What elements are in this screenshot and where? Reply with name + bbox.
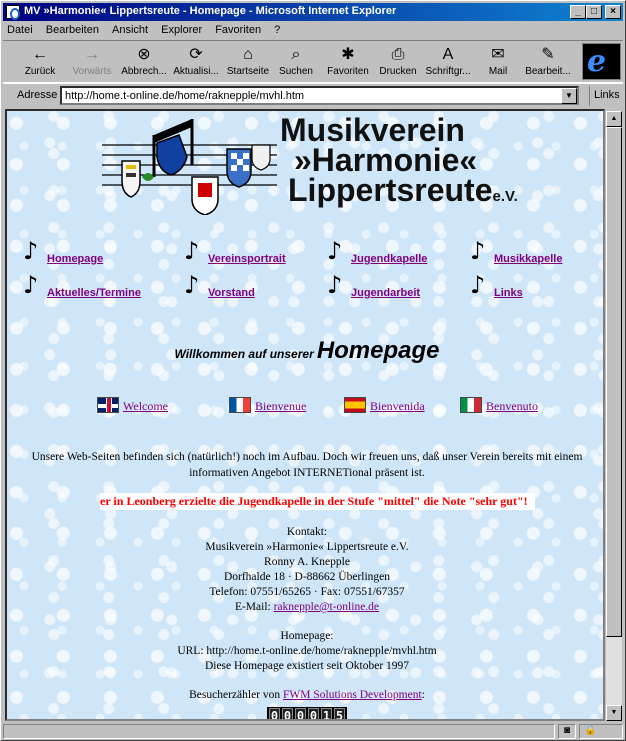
address-bar	[3, 83, 623, 107]
music-note-icon: ♪	[327, 237, 343, 265]
search-icon: ⌕	[291, 46, 301, 63]
menu-ansicht[interactable]: Ansicht	[112, 24, 149, 36]
forward-button[interactable]: → Vorwärts	[65, 42, 119, 82]
home-icon: ⌂	[243, 46, 253, 63]
nav-vereinsportrait[interactable]: ♪ Vereinsportrait	[184, 237, 286, 265]
links-button[interactable]: Links	[589, 86, 624, 106]
favorites-icon: ✱	[341, 46, 355, 63]
status-text	[3, 724, 555, 739]
club-name-logo: Musikverein »Harmonie« Lippertsreutee.V.	[280, 112, 518, 208]
title-bar	[3, 3, 623, 21]
contact-block: Kontakt: Musikverein »Harmonie« Lippertsreute e.V. Ronny A. Knepple Dorfhalde 18 · D-88662 Überlingen Telefon: 07551/65265 · Fax: 07551/67357 E-Mail: raknepple@t-online.de Homepage: URL: http://home.t-online.de/home/raknepple/mvhl.htm Diese Homepage existiert seit Oktober 1997 Besucherzähler von FWM Solutions Development: 0 0 0 0 1 5	[7, 525, 605, 721]
intro-text: Unsere Web-Seiten befinden sich (natürlich!) noch im Aufbau. Doch wir freuen uns, daß unser Verein bereits mit einem informativen Angebot INTERNETional präsent ist.	[31, 451, 583, 479]
nav-homepage[interactable]: ♪ Homepage	[23, 237, 104, 265]
page-icon: ◙	[558, 724, 576, 739]
nav-vorstand[interactable]: ♪ Vorstand	[184, 271, 255, 299]
vertical-scrollbar[interactable]	[606, 111, 622, 721]
music-note-icon: ♪	[184, 271, 200, 299]
search-button[interactable]: ⌕ Suchen	[269, 42, 323, 82]
counter-digit: 5	[335, 709, 344, 721]
home-button[interactable]: ⌂ Startseite	[221, 42, 275, 82]
print-button[interactable]: ⎙ Drucken	[371, 42, 425, 82]
nav-musikkapelle[interactable]: ♪ Musikkapelle	[470, 237, 563, 265]
scroll-down-button[interactable]: ▼	[606, 705, 622, 721]
visitor-counter	[267, 707, 347, 721]
printer-icon: ⎙	[391, 46, 405, 63]
back-button[interactable]: ← Zurück	[13, 42, 67, 82]
address-label: Adresse	[17, 89, 58, 101]
news-ticker: er in Leonberg erzielte die Jugendkapelle in der Stufe "mittel" die Note "sehr gut"!	[100, 493, 535, 510]
lang-french[interactable]: Bienvenue	[229, 397, 306, 414]
mail-button[interactable]: ✉ Mail	[471, 42, 525, 82]
address-input[interactable]: http://home.t-online.de/home/raknepple/mvhl.htm	[60, 86, 579, 105]
font-size-icon: A	[442, 46, 454, 63]
lang-spanish[interactable]: Bienvenida	[344, 397, 425, 414]
nav-links[interactable]: ♪ Links	[470, 271, 523, 299]
uk-flag-icon	[97, 397, 119, 413]
counter-digit: 0	[296, 709, 305, 721]
close-button[interactable]: ×	[605, 5, 621, 19]
menu-bar	[3, 22, 623, 39]
window-title: MV »Harmonie« Lippertsreute - Homepage - Microsoft Internet Explorer	[24, 5, 397, 17]
menu-favoriten[interactable]: Favoriten	[215, 24, 262, 36]
counter-digit: 0	[309, 709, 318, 721]
lang-english[interactable]: Welcome	[97, 397, 168, 414]
page-content	[5, 109, 605, 721]
forward-arrow-icon: →	[84, 46, 100, 63]
menu-help[interactable]: ?	[274, 24, 281, 36]
refresh-icon: ⟳	[189, 46, 203, 63]
music-note-icon: ♪	[470, 271, 486, 299]
club-logo	[102, 112, 542, 215]
font-size-button[interactable]: A Schriftgr...	[421, 42, 475, 82]
favorites-button[interactable]: ✱ Favoriten	[321, 42, 375, 82]
nav-jugendarbeit[interactable]: ♪ Jugendarbeit	[327, 271, 421, 299]
stop-icon: ⊗	[137, 46, 151, 63]
ie-app-icon[interactable]	[6, 5, 20, 19]
scroll-up-button[interactable]: ▲	[606, 111, 622, 127]
music-note-icon: ♪	[327, 271, 343, 299]
music-note-icon: ♪	[23, 237, 39, 265]
music-note-icon: ♪	[470, 237, 486, 265]
back-arrow-icon: ←	[32, 46, 48, 63]
ie-throbber-logo: e	[582, 43, 621, 80]
music-note-icon: ♪	[23, 271, 39, 299]
security-zone: 🔒	[579, 724, 623, 739]
italy-flag-icon	[460, 397, 482, 413]
lang-italian[interactable]: Benvenuto	[460, 397, 538, 414]
refresh-button[interactable]: ⟳ Aktualisi...	[169, 42, 223, 82]
stop-button[interactable]: ⊗ Abbrech...	[117, 42, 171, 82]
edit-button[interactable]: ✎ Bearbeit...	[521, 42, 575, 82]
email-link[interactable]: raknepple@t-online.de	[273, 601, 380, 613]
status-bar	[3, 723, 623, 740]
counter-provider-link[interactable]: FWM Solutions Development	[283, 689, 422, 701]
music-staff-emblem	[102, 115, 282, 215]
menu-datei[interactable]: Datei	[7, 24, 33, 36]
music-note-icon: ♪	[184, 237, 200, 265]
minimize-button[interactable]: _	[570, 5, 586, 19]
welcome-heading: Willkommen auf unserer Homepage	[174, 337, 440, 364]
counter-digit: 0	[283, 709, 292, 721]
edit-icon: ✎	[541, 46, 555, 63]
counter-digit: 0	[270, 709, 279, 721]
menu-bearbeiten[interactable]: Bearbeiten	[45, 24, 99, 36]
spain-flag-icon	[344, 397, 366, 413]
toolbar	[3, 40, 623, 83]
menu-explorer[interactable]: Explorer	[161, 24, 203, 36]
maximize-button[interactable]: □	[586, 5, 602, 19]
nav-aktuelles-termine[interactable]: ♪ Aktuelles/Termine	[23, 271, 141, 299]
counter-digit: 1	[322, 709, 331, 721]
nav-jugendkapelle[interactable]: ♪ Jugendkapelle	[327, 237, 428, 265]
address-dropdown-button[interactable]: ▼	[561, 88, 577, 104]
scroll-thumb[interactable]	[606, 127, 622, 637]
france-flag-icon	[229, 397, 251, 413]
mail-icon: ✉	[491, 46, 505, 63]
